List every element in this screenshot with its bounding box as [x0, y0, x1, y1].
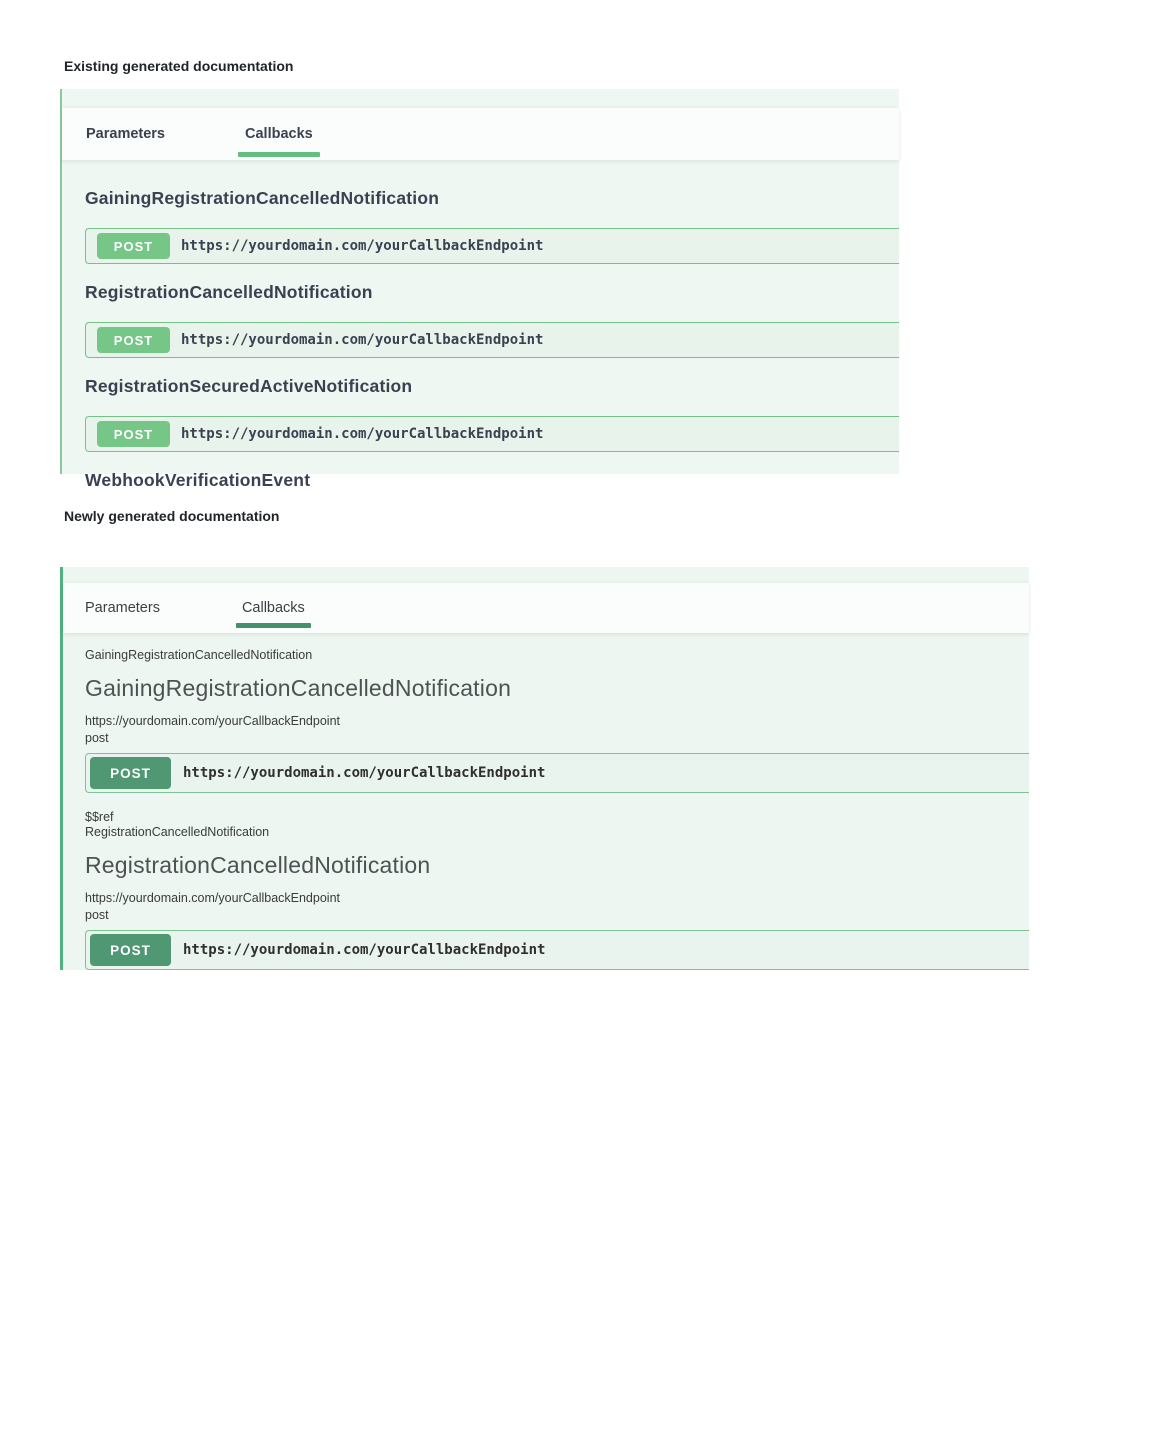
callback-url-text: https://yourdomain.com/yourCallbackEndpoint [85, 891, 340, 905]
operation-row[interactable] [85, 416, 899, 452]
operation-row[interactable] [85, 322, 899, 358]
callbacks-list [63, 648, 1029, 970]
existing-doc-panel [60, 89, 899, 490]
callback-url: https://yourdomain.com/yourCallbackEndpoint [181, 426, 544, 442]
new-doc-heading: Newly generated documentation [64, 508, 280, 524]
ref-key: $$ref [85, 810, 114, 824]
tab-parameters-label: Parameters [86, 126, 165, 142]
post-method-badge: POST [97, 233, 170, 259]
tab-callbacks[interactable] [242, 583, 305, 633]
existing-doc-heading: Existing generated documentation [64, 58, 294, 74]
post-method-badge: POST [97, 327, 170, 353]
new-doc-panel [60, 567, 1029, 970]
panel-top-strip [63, 567, 1029, 583]
callback-url: https://yourdomain.com/yourCallbackEndpoint [183, 765, 546, 781]
callback-url-text: https://yourdomain.com/yourCallbackEndpoint [85, 714, 340, 728]
post-method-badge: POST [90, 757, 171, 789]
callback-method-text: post [85, 908, 109, 922]
callbacks-list [62, 188, 899, 491]
callback-name-truncated: WebhookVerificationEvent [85, 470, 311, 490]
tab-parameters[interactable] [85, 583, 160, 633]
operation-row[interactable] [85, 753, 1029, 793]
callback-name: RegistrationSecuredActiveNotification [85, 376, 413, 396]
operation-row[interactable] [85, 930, 1029, 970]
callback-heading: RegistrationCancelledNotification [85, 852, 431, 878]
callback-url: https://yourdomain.com/yourCallbackEndpoint [181, 238, 544, 254]
callback-url: https://yourdomain.com/yourCallbackEndpoint [183, 942, 546, 958]
panel-top-strip [62, 89, 899, 108]
callback-method-text: post [85, 731, 109, 745]
callback-heading: GainingRegistrationCancelledNotification [85, 675, 512, 701]
operation-row[interactable] [85, 228, 899, 264]
tab-callbacks[interactable] [245, 108, 313, 160]
active-tab-underline [238, 152, 320, 157]
active-tab-underline [236, 623, 311, 628]
tab-callbacks-label: Callbacks [241, 600, 305, 616]
callback-name: GainingRegistrationCancelledNotification [85, 188, 440, 208]
callback-url: https://yourdomain.com/yourCallbackEndpoint [181, 332, 544, 348]
callback-name: RegistrationCancelledNotification [85, 282, 373, 302]
tab-callbacks-label: Callbacks [245, 126, 313, 142]
tab-parameters-label: Parameters [85, 600, 160, 616]
post-method-badge: POST [90, 934, 171, 966]
tab-bar [63, 583, 1029, 633]
post-method-badge: POST [97, 421, 170, 447]
callback-ref-name: GainingRegistrationCancelledNotification [85, 648, 313, 662]
callback-ref-name: RegistrationCancelledNotification [85, 825, 270, 839]
tab-bar [62, 108, 899, 160]
tab-parameters[interactable] [86, 108, 165, 160]
